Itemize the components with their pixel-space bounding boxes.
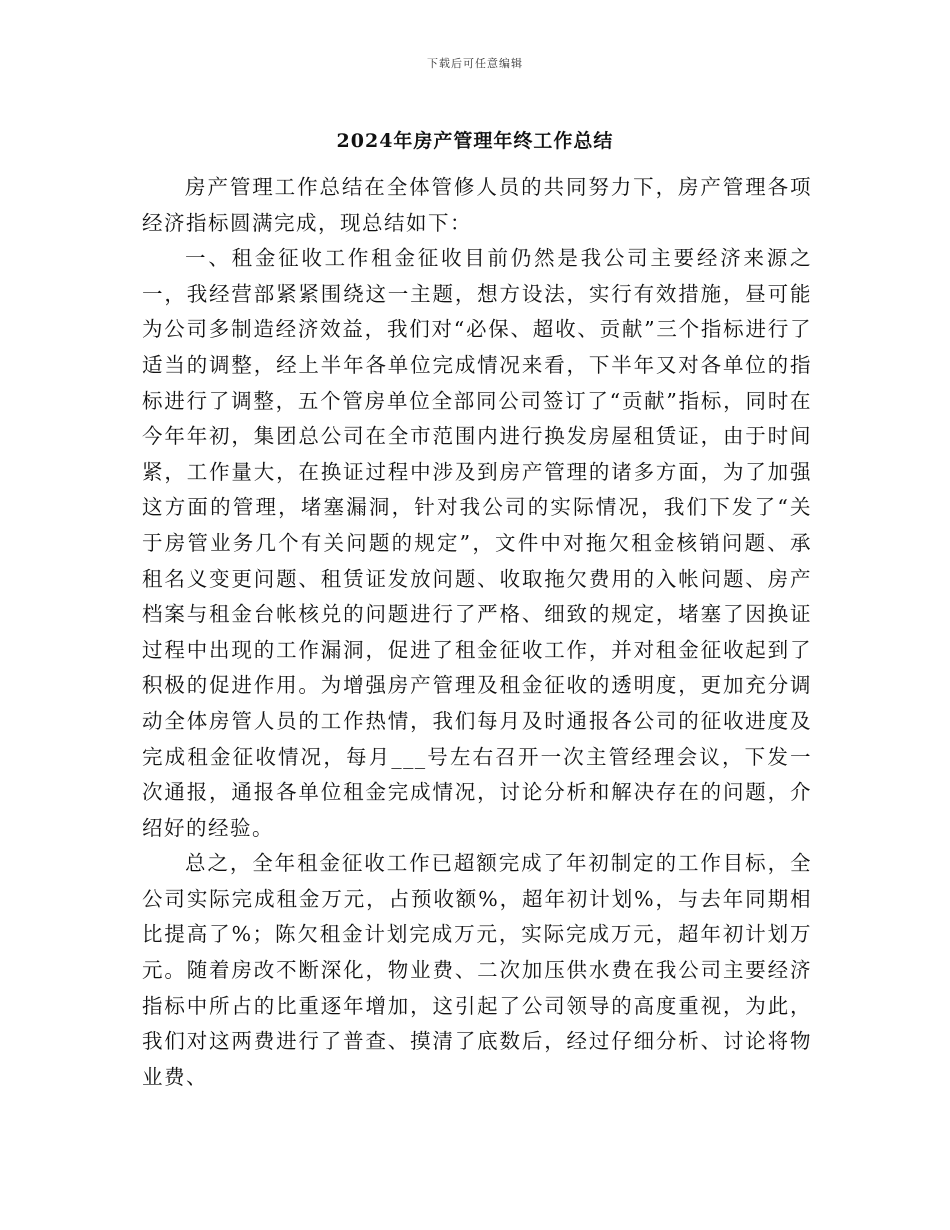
- paragraph-summary: 总之，全年租金征收工作已超额完成了年初制定的工作目标，全公司实际完成租金万元，占预收额%，超年初计划%，与去年同期相比提高了%；陈欠租金计划完成万元，实际完成万元，超年初计划万元。随着房改不断深化，物业费、二次加压供水费在我公司主要经济指标中所占的比重逐年增加，这引起了公司领导的高度重视，为此，我们对这两费进行了普查、摸清了底数后，经过仔细分析、讨论将物业费、: [142, 851, 812, 1089]
- paragraph-rent-collection: 一、租金征收工作租金征收目前仍然是我公司主要经济来源之一，我经营部紧紧围绕这一主题，想方设法，实行有效措施，昼可能为公司多制造经济效益，我们对“必保、超收、贡献”三个指标进行了适当的调整，经上半年各单位完成情况来看，下半年又对各单位的指标进行了调整，五个管房单位全部同公司签订了“贡献”指标，同时在今年年初，集团总公司在全市范围内进行换发房屋租赁证，由于时间紧，工作量大，在换证过程中涉及到房产管理的诸多方面，为了加强这方面的管理，堵塞漏洞，针对我公司的实际情况，我们下发了“关于房管业务几个有关问题的规定”，文件中对拖欠租金核销问题、承租名义变更问题、租赁证发放问题、收取拖欠费用的入帐问题、房产档案与租金台帐核兑的问题进行了严格、细致的规定，堵塞了因换证过程中出现的工作漏洞，促进了租金征收工作，并对租金征收起到了积极的促进作用。为增强房产管理及租金征收的透明度，更加充分调动全体房管人员的工作热情，我们每月及时通报各公司的征收进度及完成租金征收情况，每月___号左右召开一次主管经理会议，下发一次通报，通报各单位租金完成情况，讨论分析和解决存在的问题，介绍好的经验。: [142, 246, 812, 840]
- paragraph-intro: 房产管理工作总结在全体管修人员的共同努力下，房产管理各项经济指标圆满完成，现总结如下：: [142, 175, 812, 235]
- document-title: 2024年房产管理年终工作总结: [336, 130, 614, 152]
- document-body: [142, 170, 812, 1095]
- header-note: 下载后可任意编辑: [427, 57, 523, 70]
